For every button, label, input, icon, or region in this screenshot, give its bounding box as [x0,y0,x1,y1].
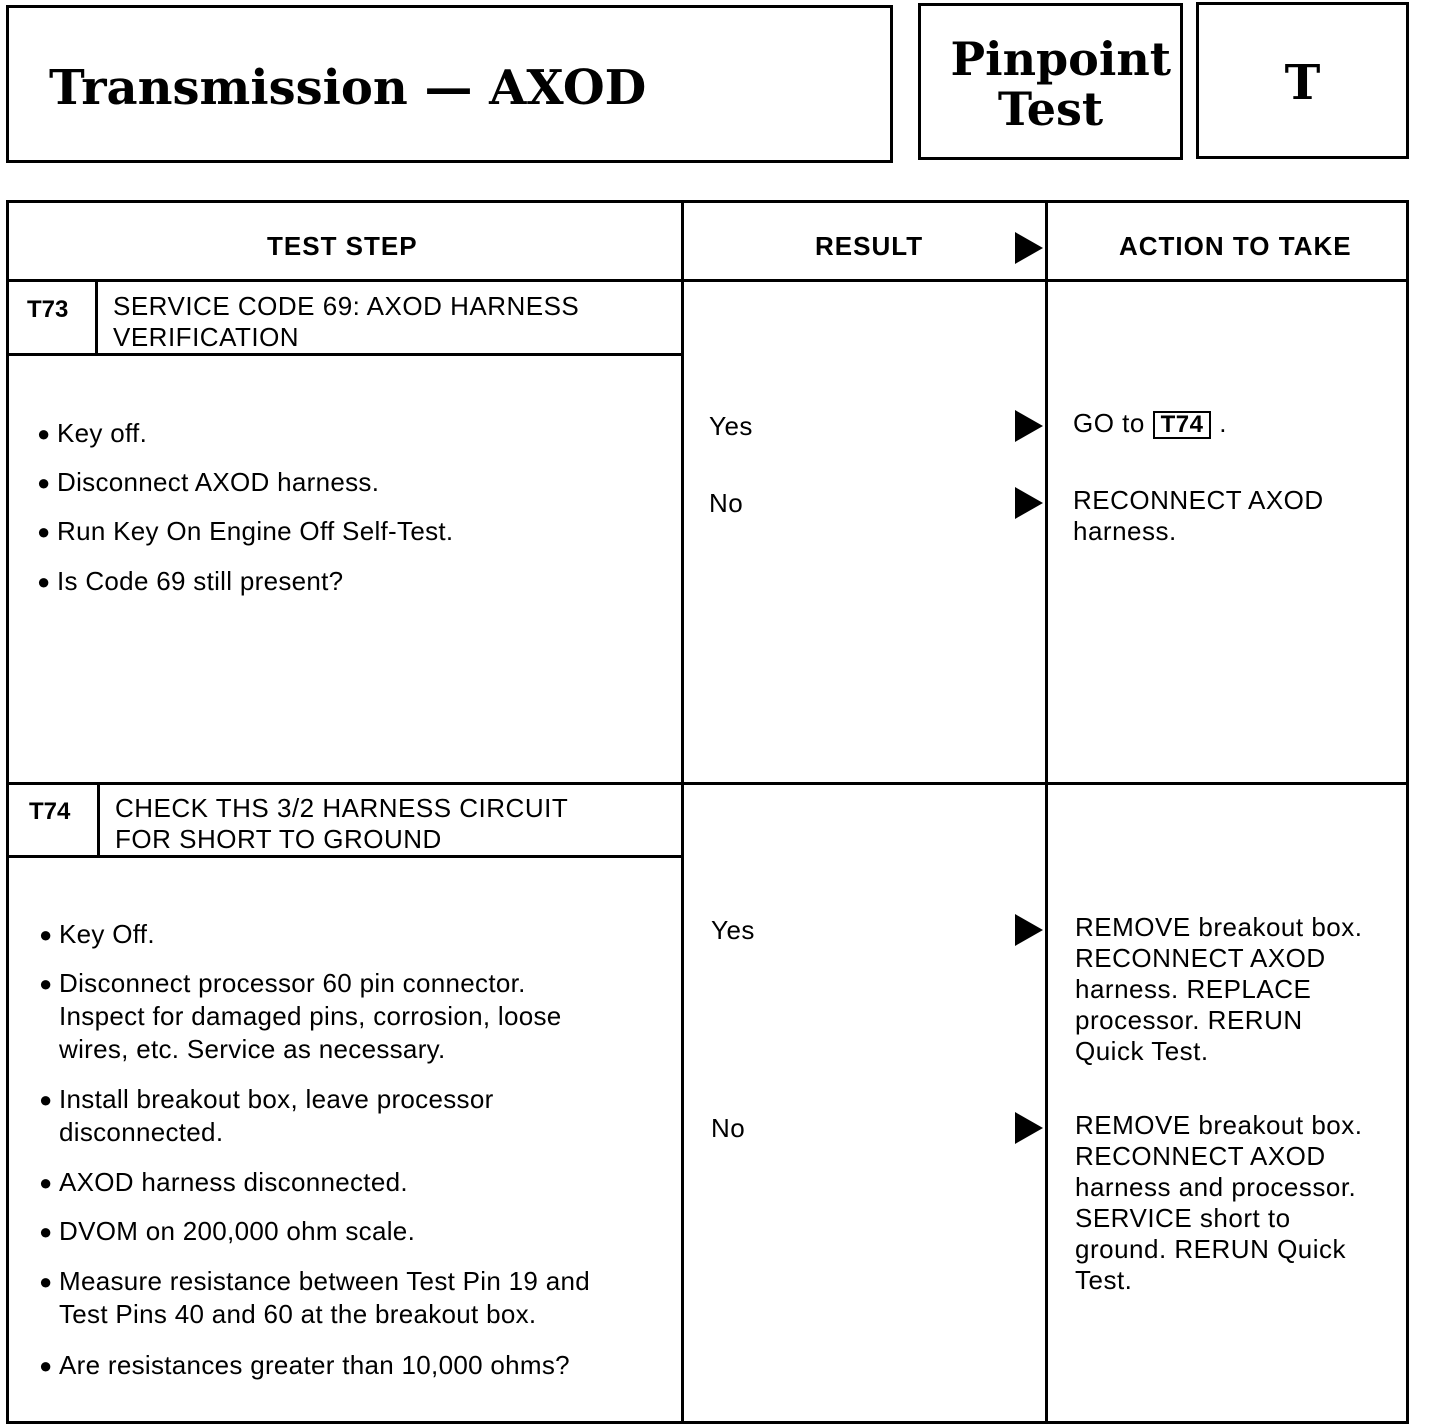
step-id: T73 [27,296,69,323]
action-line: REMOVE breakout box. [1075,1110,1363,1140]
action-line: processor. RERUN [1075,1005,1303,1035]
action-line: RECONNECT AXOD [1075,943,1326,973]
action-line: Test. [1075,1265,1133,1295]
doc-type-box [918,3,1183,160]
bullet-dot-icon: ● [37,519,51,544]
bullet-text: disconnected. [59,1117,224,1147]
action-no [1075,1110,1362,1296]
bullet-dot-icon: ● [39,1087,53,1112]
bullet-dot-icon: ● [37,569,51,594]
step-title [113,291,579,353]
step-bullet [39,1215,416,1248]
step-title-line: VERIFICATION [113,322,300,352]
doc-type-label [921,34,1180,134]
doc-type-text: Pinpoint Test [950,32,1172,136]
step-bullet [39,1166,408,1199]
header-arrow-icon [1015,232,1043,264]
action-line: RECONNECT AXOD [1075,1141,1326,1171]
step-bullet [37,417,148,450]
header-test-step: TEST STEP [267,231,418,261]
step-bullet [37,565,344,598]
action-line: harness. [1073,516,1177,546]
action-line: harness. REPLACE [1075,974,1312,1004]
result-arrow-icon [1015,914,1043,946]
pinpoint-table [6,200,1409,1424]
section-code-box [1196,2,1409,159]
bullet-dot-icon: ● [39,1219,53,1244]
step-title-underline [9,353,681,356]
column-divider-2 [1045,203,1048,1421]
action-yes [1073,408,1227,439]
step-id-divider [97,785,100,856]
bullet-text: Is Code 69 still present? [57,566,344,596]
action-line: ground. RERUN Quick [1075,1234,1347,1264]
step-bullet [39,967,562,1066]
bullet-text: Key Off. [59,919,155,949]
step-title-line: CHECK THS 3/2 HARNESS CIRCUIT [115,793,569,823]
section-code: T [1284,55,1321,111]
bullet-dot-icon: ● [39,1353,53,1378]
column-divider-1 [681,203,684,1421]
step-title [115,793,568,855]
step-bullet [39,1265,590,1331]
bullet-text: Measure resistance between Test Pin 19 and [59,1266,590,1296]
bullet-text: DVOM on 200,000 ohm scale. [59,1216,416,1246]
action-text: . [1219,408,1227,438]
action-yes [1075,912,1362,1067]
step-bullet [37,515,454,548]
step-bullet [39,1083,494,1149]
bullet-dot-icon: ● [39,1170,53,1195]
bullet-text: Disconnect AXOD harness. [57,467,380,497]
header-action: ACTION TO TAKE [1119,231,1352,261]
bullet-text: Install breakout box, leave processor [59,1084,494,1114]
bullet-dot-icon: ● [39,1269,53,1294]
step-bullet [39,918,155,951]
row-divider [9,782,1406,785]
step-id-divider [95,282,98,354]
bullet-dot-icon: ● [37,470,51,495]
bullet-text: Test Pins 40 and 60 at the breakout box. [59,1299,537,1329]
step-bullet [37,466,380,499]
action-line: harness and processor. [1075,1172,1357,1202]
bullet-dot-icon: ● [37,421,51,446]
bullet-text: wires, etc. Service as necessary. [59,1034,446,1064]
action-line: SERVICE short to [1075,1203,1291,1233]
result-no: No [711,1113,746,1143]
step-title-line: SERVICE CODE 69: AXOD HARNESS [113,291,580,321]
header-row-divider [9,279,1406,282]
title-box [6,5,893,163]
bullet-dot-icon: ● [39,922,53,947]
action-no [1073,485,1324,547]
action-line: REMOVE breakout box. [1075,912,1363,942]
page-title: Transmission — AXOD [49,60,647,116]
bullet-text: Are resistances greater than 10,000 ohms? [59,1350,570,1380]
step-id: T74 [29,798,71,825]
bullet-dot-icon: ● [39,971,53,996]
action-text: GO to [1073,408,1145,438]
bullet-text: AXOD harness disconnected. [59,1167,408,1197]
step-title-line: FOR SHORT TO GROUND [115,824,442,854]
bullet-text: Inspect for damaged pins, corrosion, loose [59,1001,562,1031]
result-arrow-icon [1015,487,1043,519]
bullet-text: Disconnect processor 60 pin connector. [59,968,526,998]
step-bullet [39,1349,570,1382]
step-reference-link[interactable]: T74 [1153,411,1212,439]
bullet-text: Key off. [57,418,148,448]
action-line: Quick Test. [1075,1036,1209,1066]
result-no: No [709,488,744,518]
step-title-underline [9,855,681,858]
result-yes: Yes [709,411,753,441]
action-line: RECONNECT AXOD [1073,485,1324,515]
result-yes: Yes [711,915,755,945]
header-result: RESULT [815,231,924,261]
result-arrow-icon [1015,410,1043,442]
result-arrow-icon [1015,1112,1043,1144]
bullet-text: Run Key On Engine Off Self-Test. [57,516,454,546]
